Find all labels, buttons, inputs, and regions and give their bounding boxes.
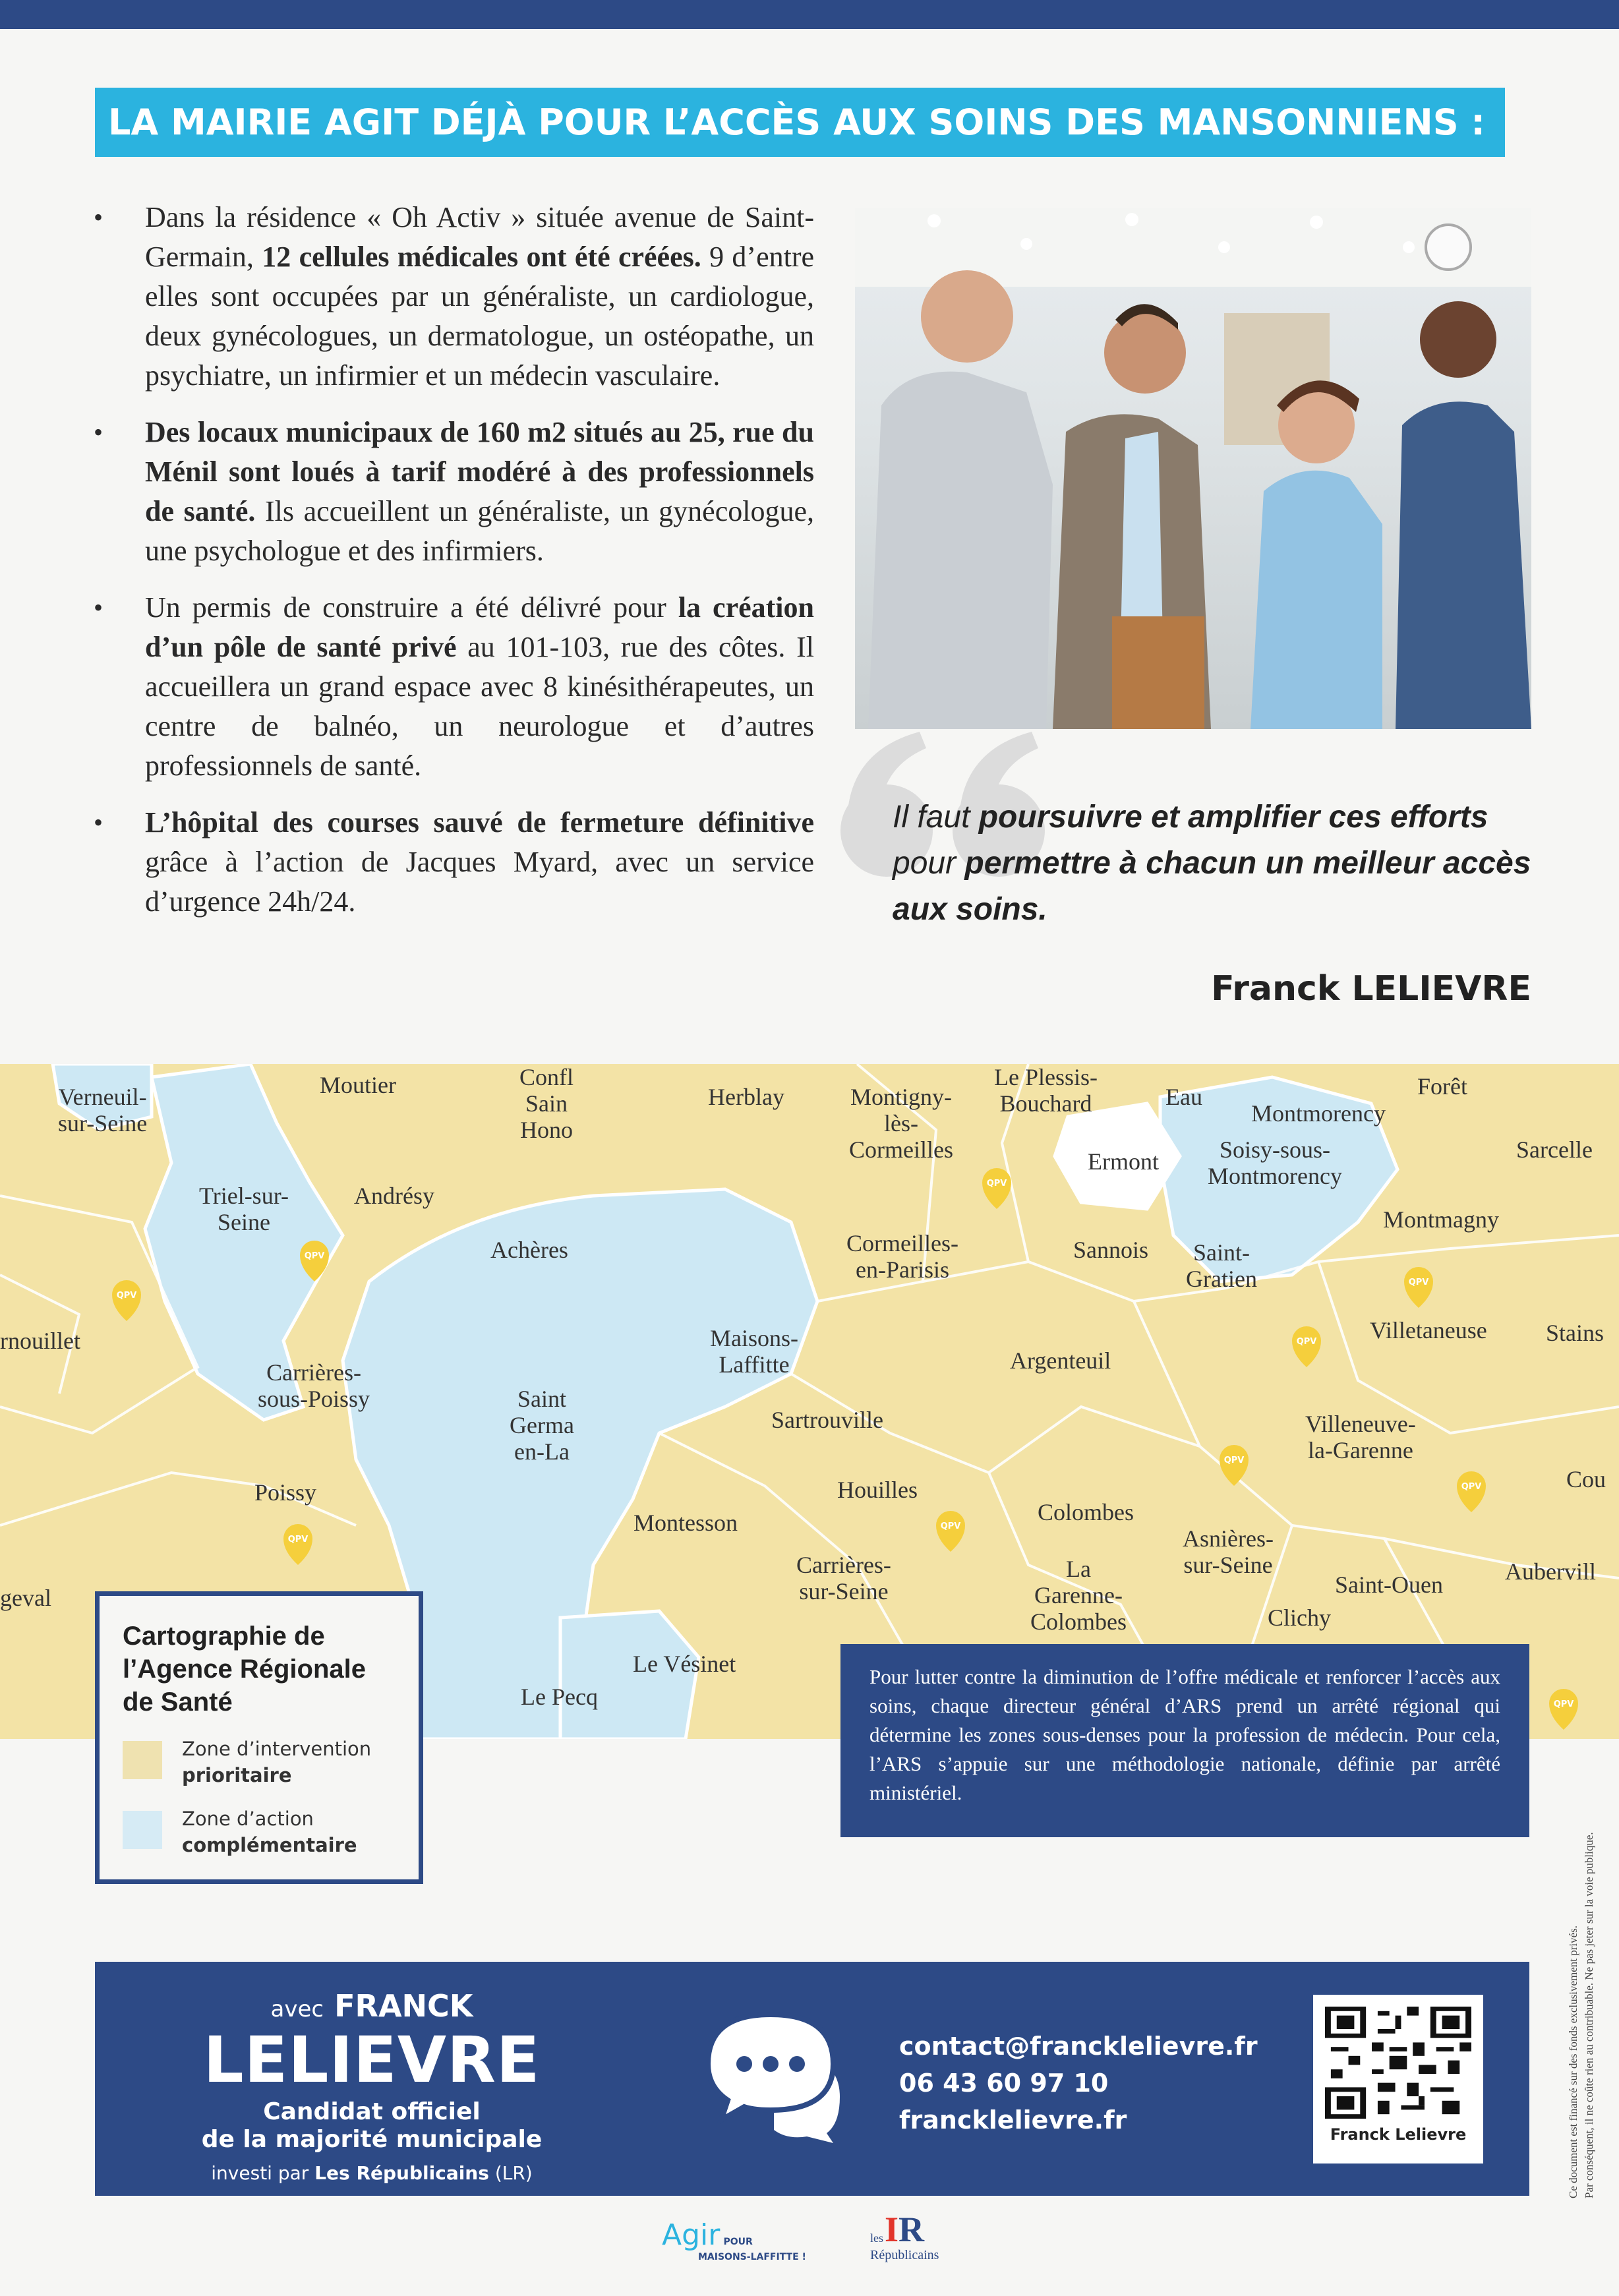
qr-code[interactable] — [1313, 1995, 1483, 2164]
map-label: Forêt — [1417, 1073, 1467, 1100]
legal-note — [1566, 1757, 1605, 2198]
qpv-pin — [283, 1524, 312, 1565]
party-abbr: (LR) — [494, 2162, 533, 2184]
map-label: Colombes — [1038, 1499, 1134, 1525]
lr-logo — [870, 2212, 939, 2263]
map-label: Villetaneuse — [1370, 1317, 1487, 1343]
list-item — [92, 803, 814, 922]
map-label: Cormeilles- en-Parisis — [846, 1230, 958, 1283]
qpv-pin — [1549, 1689, 1578, 1730]
map-legend — [95, 1591, 423, 1884]
legend-item-prioritaire — [123, 1736, 396, 1788]
map-label: Verneuil- sur-Seine — [58, 1084, 148, 1136]
contact-info — [899, 2028, 1258, 2138]
medical-team-photo — [855, 208, 1531, 729]
map-label: Ermont — [1088, 1148, 1159, 1175]
text-bold: Des locaux municipaux de 160 m2 situés au 25, rue du Ménil sont loués à tarif modéré à des professionnels de santé. — [145, 416, 814, 527]
email-link[interactable]: contact@francklelievre.fr — [899, 2032, 1258, 2061]
map-label: Andrésy — [354, 1183, 434, 1209]
chat-bubbles-icon — [708, 2011, 846, 2143]
text: pour — [893, 846, 965, 881]
map-label: Stains — [1546, 1320, 1604, 1346]
map-label: Sarcelle — [1516, 1136, 1593, 1163]
legal-note-line: Ce document est financé sur des fonds exclusivement privés. — [1567, 1925, 1579, 2198]
qpv-pin-label: QPV — [986, 1179, 1007, 1189]
map-label: Sartrouville — [771, 1407, 883, 1433]
phone-number[interactable]: 06 43 60 97 10 — [899, 2069, 1109, 2098]
top-bar — [0, 0, 1619, 29]
legend-swatch — [123, 1811, 162, 1849]
qpv-pin-label: QPV — [304, 1251, 325, 1261]
map-label: Cou — [1566, 1466, 1606, 1492]
text-bold: poursuivre et amplifier ces efforts — [978, 800, 1488, 835]
map-label: Le Pecq — [521, 1684, 598, 1710]
ars-info-box: Pour lutter contre la diminution de l’offre médicale et renforcer l’accès aux soins, chaque directeur général d’ARS prend un arrêté régional qui détermine les zones sous-denses pour la profession de médecin. Pour cela, l’ARS s’appuie sur une méthodologie nationale, définie par arrêté ministériel. — [840, 1644, 1529, 1837]
qpv-pin-label: QPV — [1408, 1278, 1429, 1287]
map-label: Montmagny — [1383, 1206, 1499, 1233]
map-label: Saint- Gratien — [1186, 1239, 1257, 1292]
agir-logo-text: Agir — [662, 2218, 721, 2252]
qpv-pin-label: QPV — [1553, 1699, 1574, 1709]
map-label: Aubervill — [1505, 1558, 1596, 1585]
qpv-pin — [936, 1511, 965, 1552]
map-label: Asnières- sur-Seine — [1183, 1525, 1274, 1578]
qpv-pin-label: QPV — [1223, 1456, 1245, 1465]
map-label: Montigny- lès- Cormeilles — [849, 1084, 953, 1163]
qpv-pin — [1220, 1445, 1249, 1486]
party-logos — [662, 2212, 958, 2278]
agir-logo — [662, 2218, 806, 2262]
text: Il faut — [893, 800, 979, 835]
list-item — [92, 198, 814, 396]
website-link[interactable]: francklelievre.fr — [899, 2105, 1127, 2134]
quote-text — [893, 794, 1532, 933]
map-label: Montesson — [633, 1510, 738, 1536]
map-label: Saint-Ouen — [1335, 1572, 1443, 1598]
candidate-block — [174, 1988, 570, 2187]
map-label: Soisy-sous- Montmorency — [1208, 1136, 1342, 1189]
text: Ils accueillent un généraliste, un gynécologue, une psychologue et des infirmiers. — [145, 495, 814, 567]
text: grâce à l’action de Jacques Myard, avec un service d’urgence 24h/24. — [145, 846, 814, 918]
map-label: Herblay — [708, 1084, 784, 1110]
map-label: La Garenne- Colombes — [1030, 1556, 1127, 1635]
map-label: rnouillet — [0, 1328, 80, 1354]
first-name: FRANCK — [334, 1988, 473, 2024]
qpv-pin-label: QPV — [1461, 1482, 1482, 1492]
legend-label: Zone d’action — [182, 1808, 314, 1830]
legend-title: Cartographie de l’Agence Régionale de Santé — [123, 1622, 366, 1717]
text-bold: L’hôpital des courses sauvé de fermeture définitive — [145, 806, 814, 839]
map-label: Montmorency — [1251, 1100, 1386, 1127]
map-label: Maisons- Laffitte — [710, 1325, 798, 1378]
legend-label-bold: prioritaire — [182, 1764, 292, 1786]
quote-author: Franck LELIEVRE — [1211, 969, 1531, 1009]
qpv-pin-label: QPV — [940, 1521, 961, 1531]
lr-logo-name: Républicains — [870, 2248, 939, 2262]
party-name: Les Républicains — [314, 2162, 489, 2184]
map-label: Villeneuve- la-Garenne — [1305, 1411, 1416, 1463]
map-label: Houilles — [837, 1477, 918, 1503]
qpv-pin-label: QPV — [287, 1535, 309, 1545]
text-bold: permettre à chacun un meilleur accès aux soins. — [893, 846, 1531, 927]
map-label: Carrières- sur-Seine — [796, 1552, 891, 1604]
map-label: Sannois — [1073, 1237, 1149, 1263]
text: au 101-103, rue des côtes. Il accueillera un grand espace avec 8 kinésithérapeutes, un centre de balnéo, un neurologue et d’autres professionnels de santé. — [145, 631, 814, 782]
text: Dans la résidence « Oh Activ » située avenue de Saint-Germain, — [145, 201, 814, 273]
text-bold: 12 cellules médicales ont été créées. — [262, 241, 701, 273]
lr-logo-mark: IR — [885, 2210, 925, 2249]
list-item — [92, 413, 814, 571]
section-title-banner: LA MAIRIE AGIT DÉJÀ POUR L’ACCÈS AUX SOINS DES MANSONNIENS : — [95, 88, 1505, 157]
map-label: Le Vésinet — [633, 1651, 736, 1677]
map-label: Carrières- sous-Poissy — [258, 1359, 370, 1412]
map-label: Confl Sain Hono — [519, 1064, 574, 1143]
list-item — [92, 588, 814, 786]
map-label: Clichy — [1268, 1604, 1331, 1631]
map-label: Triel-sur- Seine — [199, 1183, 289, 1235]
text: 9 d’entre elles sont occupées par un généraliste, un cardiologue, deux gynécologues, un dermatologue, un ostéopathe, un psychiatre, un infirmier et un médecin vasculaire. — [145, 241, 815, 392]
map-label: Argenteuil — [1010, 1347, 1111, 1374]
qpv-pin — [112, 1280, 141, 1321]
legend-swatch — [123, 1741, 162, 1779]
qpv-pin — [1404, 1267, 1433, 1308]
text: Un permis de construire a été délivré pour — [145, 591, 678, 624]
qr-code-icon — [1325, 2007, 1471, 2119]
map-label: Eau — [1165, 1084, 1202, 1110]
map-label: Moutier — [320, 1072, 396, 1098]
map-label: Le Plessis- Bouchard — [994, 1064, 1098, 1117]
last-name: LELIEVRE — [203, 2023, 541, 2097]
legend-label-bold: complémentaire — [182, 1834, 357, 1856]
map-label: Poissy — [254, 1479, 317, 1506]
lr-logo-les: les — [870, 2231, 883, 2245]
legend-label: Zone d’intervention — [182, 1738, 372, 1760]
agir-logo-city: MAISONS-LAFFITTE ! — [698, 2252, 806, 2262]
qpv-pin-label: QPV — [1296, 1337, 1317, 1347]
map-label: Saint Germa en-La — [510, 1386, 574, 1465]
avec-label: avec — [270, 1996, 324, 2022]
legend-item-complementaire — [123, 1806, 396, 1858]
candidate-line: Candidat officiel — [263, 2098, 481, 2125]
qr-label: Franck Lelievre — [1330, 2125, 1467, 2144]
legal-note-line: Par conséquent, il ne coûte rien au contribuable. Ne pas jeter sur la voie publique. — [1583, 1832, 1595, 2198]
agir-logo-pour: POUR — [723, 2237, 753, 2247]
qpv-pin — [1292, 1326, 1321, 1367]
qpv-pin-label: QPV — [116, 1291, 137, 1301]
qpv-pin — [982, 1168, 1011, 1209]
map-label: geval — [0, 1585, 51, 1611]
invested-prefix: investi par — [211, 2162, 309, 2184]
text-bold: la création d’un pôle de santé privé — [145, 591, 814, 663]
candidate-footer — [95, 1962, 1529, 2196]
qpv-pin — [1457, 1471, 1486, 1512]
actions-list — [92, 198, 814, 939]
candidate-line: de la majorité municipale — [201, 2126, 543, 2153]
map-label: Achères — [490, 1237, 568, 1263]
